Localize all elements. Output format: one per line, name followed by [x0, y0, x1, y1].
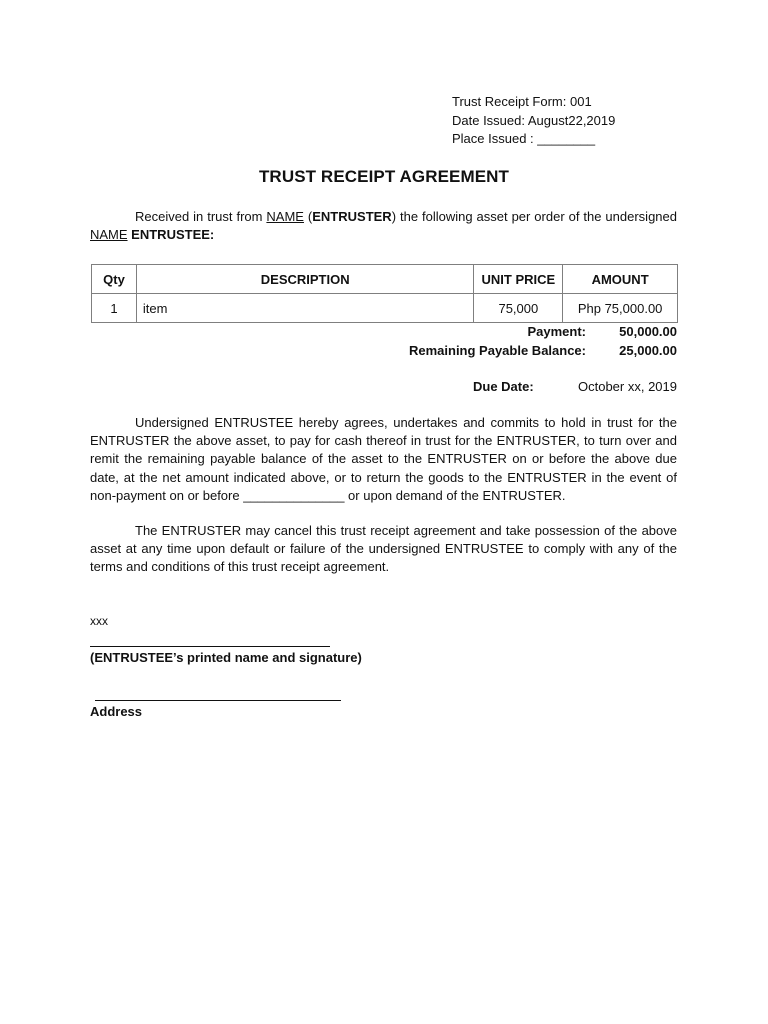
- entruster-name: NAME: [266, 209, 304, 224]
- cancellation-paragraph: [90, 522, 677, 577]
- intro-text-1: Received in trust from: [135, 209, 267, 224]
- address-label: Address: [90, 704, 143, 719]
- obligation-text: Undersigned ENTRUSTEE hereby agrees, undertakes and commits to hold in trust for the ENTRUSTER the above asset, to pay for cash thereof in trust for the ENTRUSTER, to turn over and remit the remaining payable balance of the asset to the ENTRUSTER on or before the above due date, at the net amount indicated above, or to return the goods to the ENTRUSTER in the event of non-payment on or before ______________ or upon demand of the ENTRUSTER.: [90, 415, 677, 503]
- signature-caption: (ENTRUSTEE’s printed name and signature): [90, 650, 362, 665]
- col-amount-header: AMOUNT: [563, 265, 678, 294]
- due-date-label: Due Date:: [473, 379, 534, 394]
- items-table: [91, 264, 678, 323]
- cell-description: item: [136, 294, 474, 323]
- entruster-label: ENTRUSTER: [312, 209, 392, 224]
- form-number: Trust Receipt Form: 001: [452, 94, 592, 109]
- balance-label: Remaining Payable Balance:: [408, 343, 586, 358]
- entrustee-name-value: xxx: [90, 614, 108, 628]
- table-row: [92, 294, 678, 323]
- address-line: [95, 700, 341, 701]
- intro-text-2: (: [303, 209, 313, 224]
- intro-paragraph: [90, 208, 677, 244]
- date-issued: Date Issued: August22,2019: [452, 112, 616, 128]
- col-unit-price-header: UNIT PRICE: [474, 265, 563, 294]
- obligation-paragraph: [90, 414, 677, 505]
- cancellation-text: The ENTRUSTER may cancel this trust receipt agreement and take possession of the above asset at any time upon default or failure of the undersigned ENTRUSTEE to comply with any of the terms and conditions of this trust receipt agreement.: [90, 523, 677, 575]
- entrustee-label: ENTRUSTEE:: [127, 227, 215, 243]
- form-header-info: [452, 93, 615, 149]
- document-title: TRUST RECEIPT AGREEMENT: [258, 167, 510, 186]
- intro-text-3: ) the following asset per order of the undersigned: [391, 209, 677, 224]
- table-header-row: [92, 265, 678, 294]
- col-description-header: DESCRIPTION: [136, 265, 474, 294]
- signature-line: [90, 646, 330, 647]
- balance-value: 25,000.00: [619, 343, 677, 358]
- place-issued: Place Issued : ________: [452, 131, 596, 146]
- col-qty-header: Qty: [92, 265, 137, 294]
- payment-label: Payment:: [527, 324, 586, 339]
- cell-amount: Php 75,000.00: [563, 294, 678, 323]
- due-date-value: October xx, 2019: [578, 379, 677, 394]
- cell-qty: 1: [92, 294, 137, 323]
- payment-value: 50,000.00: [619, 324, 677, 339]
- entrustee-name: NAME: [90, 227, 128, 243]
- cell-unit-price: 75,000: [474, 294, 563, 323]
